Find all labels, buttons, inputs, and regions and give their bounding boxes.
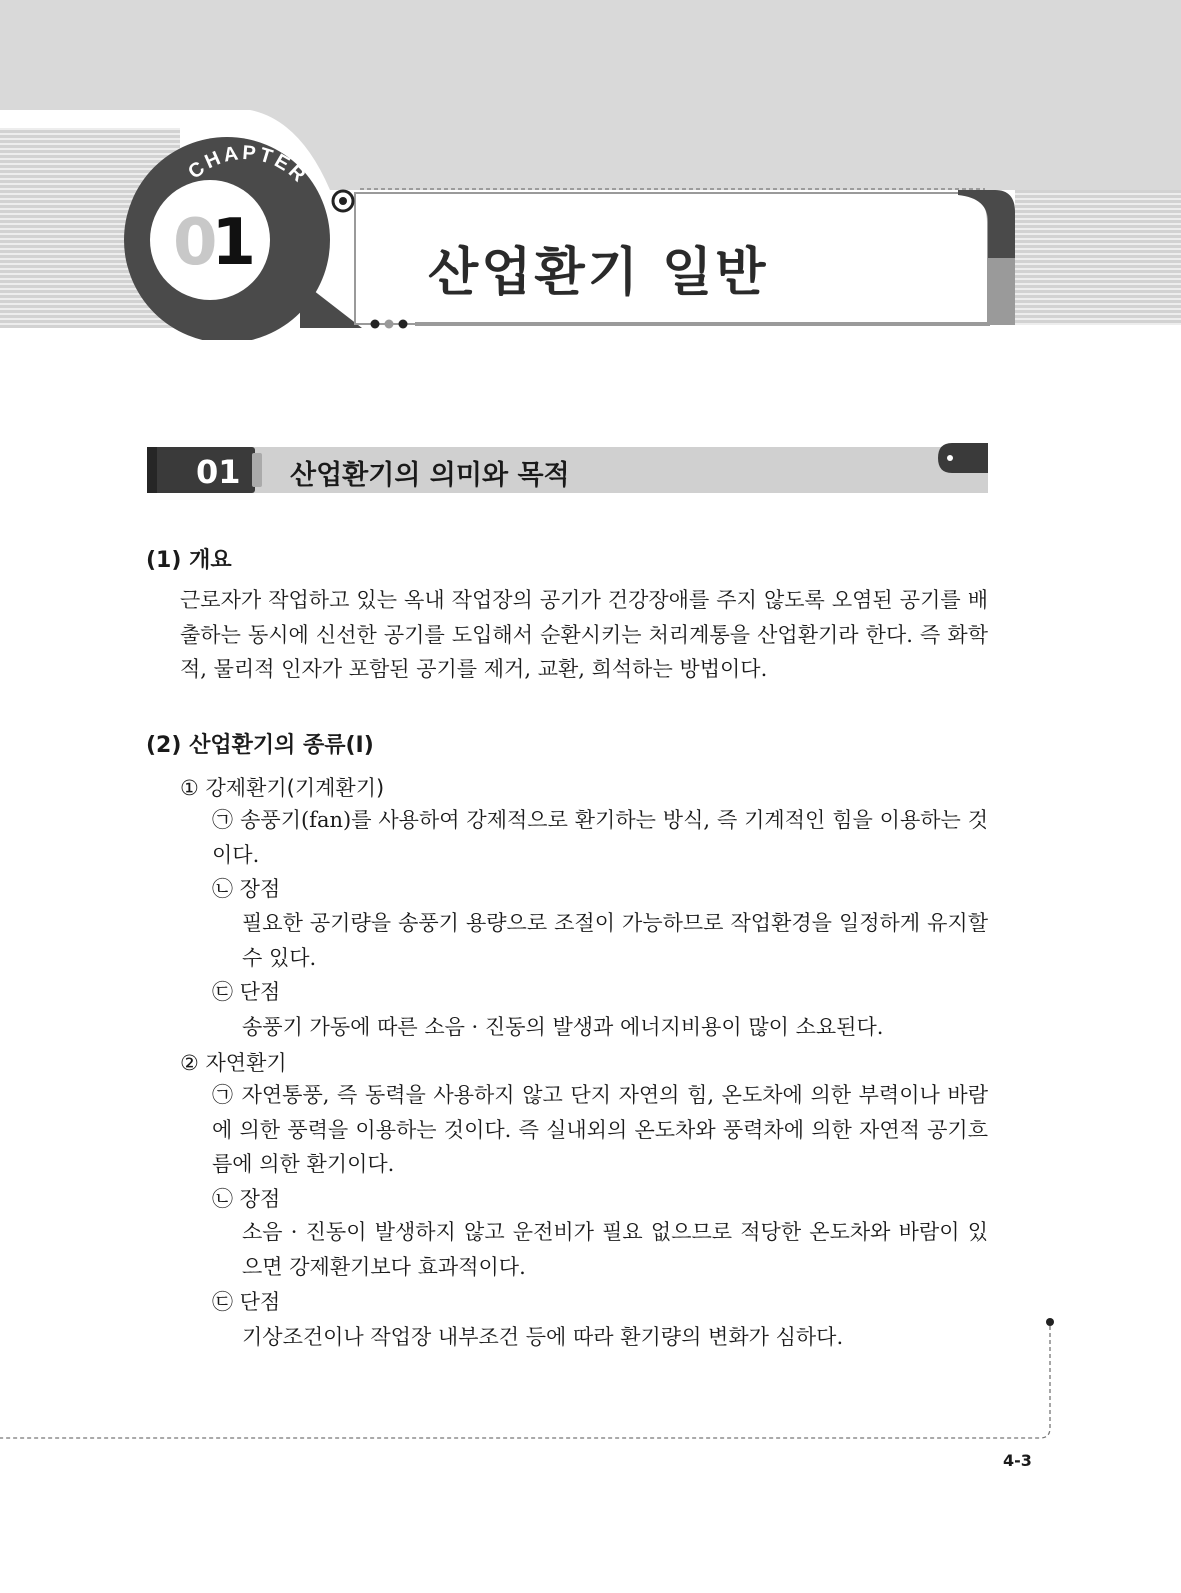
dots-icon — [371, 320, 380, 329]
section-binder — [252, 453, 262, 487]
natural-disadvantage-text: 기상조건이나 작업장 내부조건 등에 따라 환기량의 변화가 심하다. — [242, 1325, 844, 1349]
section-bar-graphic — [140, 440, 1000, 500]
chapter-number: 01 — [173, 206, 251, 280]
chapter-label: CHAPTER — [184, 141, 312, 189]
section-title: 산업환기의 의미와 목적 — [290, 460, 570, 491]
natural-disadvantage-label: ㉢ 단점 — [212, 1290, 281, 1314]
forced-heading: ① 강제환기(기계환기) — [180, 776, 385, 800]
overview-heading: (1) 개요 — [146, 548, 232, 573]
forced-advantage-text: 필요한 공기량을 송풍기 용량으로 조절이 가능하므로 작업환경을 일정하게 유지할 수 있다. — [242, 911, 988, 970]
chapter-title: 산업환기 일반 — [428, 243, 769, 303]
natural-advantage-label: ㉡ 장점 — [212, 1187, 281, 1211]
overview-paragraph: 근로자가 작업하고 있는 옥내 작업장의 공기가 건강장애를 주지 않도록 오염된 공기를 배출하는 동시에 신선한 공기를 도입해서 순환시키는 처리계통을 산업환기라 한다. 즉 화학적, 물리적 인자가 포함된 공기를 제거, 교환, 희석하는 방법이다. — [180, 588, 988, 681]
natural-definition: ㉠ 자연통풍, 즉 동력을 사용하지 않고 단지 자연의 힘, 온도차에 의한 부력이나 바람에 의한 풍력을 이용하는 것이다. 즉 실내외의 온도차와 풍력차에 의한 자연적 공기흐름에 의한 환기이다. — [212, 1083, 988, 1176]
footer-rule — [0, 1310, 1181, 1450]
types-heading: (2) 산업환기의 종류(Ⅰ) — [146, 733, 374, 758]
right-block-grey — [988, 258, 1015, 325]
page-number: 4-3 — [1003, 1451, 1032, 1470]
forced-disadvantage-text: 송풍기 가동에 따른 소음 · 진동의 발생과 에너지비용이 많이 소요된다. — [242, 1015, 884, 1039]
section-tab — [938, 443, 988, 473]
forced-disadvantage-label: ㉢ 단점 — [212, 980, 281, 1004]
natural-heading: ② 자연환기 — [180, 1051, 287, 1075]
natural-advantage-text: 소음 · 진동이 발생하지 않고 운전비가 필요 없으므로 적당한 온도차와 바람이 있으면 강제환기보다 효과적이다. — [242, 1220, 988, 1279]
footer-dot-icon — [1046, 1318, 1054, 1326]
right-stripes — [1015, 190, 1181, 325]
svg-text:CHAPTER — [184, 142, 312, 188]
section-tab-dot — [947, 455, 953, 461]
forced-advantage-label: ㉡ 장점 — [212, 877, 281, 901]
section-number: 01 — [196, 453, 241, 491]
forced-definition: ㉠ 송풍기(fan)를 사용하여 강제적으로 환기하는 방식, 즉 기계적인 힘을 이용하는 것이다. — [212, 808, 988, 867]
